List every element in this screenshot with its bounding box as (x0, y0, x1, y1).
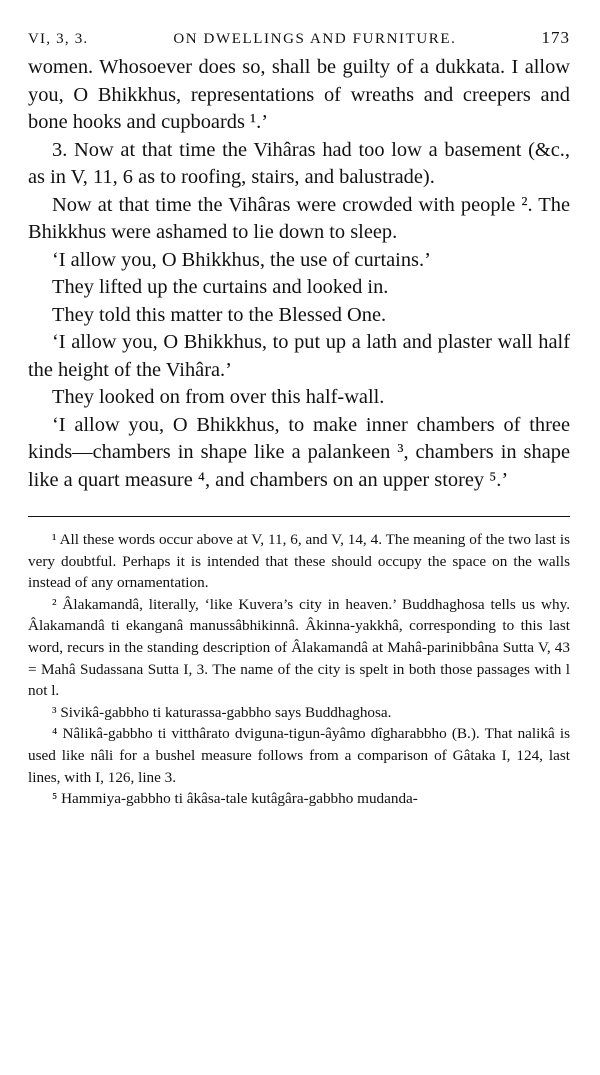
paragraph: 3. Now at that time the Vihâras had too low a basement (&c., as in V, 11, 6 as to roofing, stairs, and balustrade). (28, 138, 570, 188)
footnote: ⁵ Hammiya-gabbho ti âkâsa-tale kutâgâra-gabbho mudanda- (52, 790, 418, 808)
paragraph: ‘I allow you, O Bhikkhus, to make inner chambers of three kinds—chambers in shape like a palankeen ³, chambers in shape like a quart measure ⁴, and chambers on an upper storey ⁵.’ (28, 413, 570, 491)
paragraph: They told this matter to the Blessed One. (52, 303, 387, 326)
book-page (28, 28, 570, 810)
section-reference: VI, 3, 3. (28, 31, 89, 47)
main-text (28, 54, 570, 494)
footnote: ³ Sivikâ-gabbho ti katurassa-gabbho says Buddhaghosa. (52, 703, 392, 721)
paragraph: They lifted up the curtains and looked in. (52, 276, 389, 298)
footnote-divider (28, 516, 570, 517)
paragraph: They looked on from over this half-wall. (52, 386, 385, 408)
footnote: ² Âlakamandâ, literally, ‘like Kuvera’s city in heaven.’ Buddhaghosa tells us why. Âlakamandâ ti ekanganâ manussâbhikinnâ. Âkinna-yakkhâ, corresponding to this last word, recurs in the standing description of Âlakamandâ at Mahâ-parinibbâna Sutta V, 43 = Mahâ Sudassana Sutta I, 3. The name of the city is spelt in both those passages with l not l. (28, 595, 570, 700)
footnote: ¹ All these words occur above at V, 11, 6, and V, 14, 4. The meaning of the two last is very doubtful. Perhaps it is intended that these should occupy the space on the walls instead of any ornamentation. (28, 531, 570, 592)
paragraph: ‘I allow you, O Bhikkhus, to put up a lath and plaster wall half the height of the Vihâra.’ (28, 331, 570, 381)
running-title: ON DWELLINGS AND FURNITURE. (173, 31, 457, 47)
paragraph: ‘I allow you, O Bhikkhus, the use of curtains.’ (52, 248, 431, 271)
paragraph: women. Whosoever does so, shall be guilty of a dukkata. I allow you, O Bhikkhus, representations of wreaths and creepers and bone hooks and cupboards ¹.’ (28, 56, 570, 133)
paragraph: Now at that time the Vihâras were crowded with people ². The Bhikkhus were ashamed to lie down to sleep. (28, 193, 570, 243)
footnote: ⁴ Nâlikâ-gabbho ti vitthârato dvigunа-tigun-âyâmo dîgharabbho (B.). That nalikâ is used like nâli for a bushel measure follows from a comparison of Gâtaka I, 124, last lines, with I, 126, line 3. (28, 725, 570, 786)
footnotes (28, 529, 570, 810)
page-number: 173 (541, 28, 570, 47)
running-header (28, 28, 570, 48)
